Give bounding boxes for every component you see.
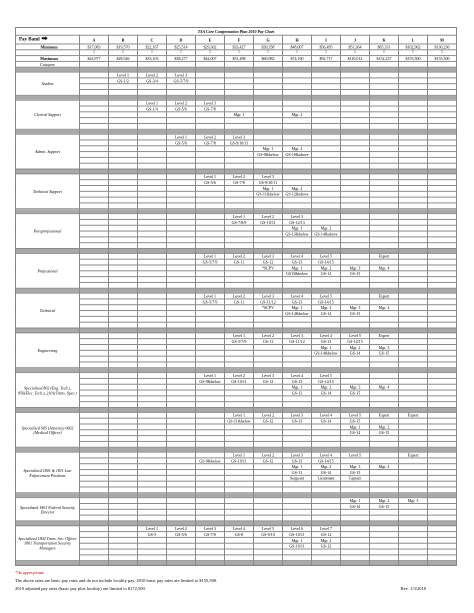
header-row bbox=[16, 35, 457, 44]
grade-cell: GS-14 bbox=[312, 470, 341, 476]
grade-cell: Mgr. 1 bbox=[283, 225, 312, 231]
grade-cell: Level 1 bbox=[196, 373, 225, 379]
grade-cell: GS-13 bbox=[283, 390, 312, 396]
grade-cell: Mgr. 2 bbox=[341, 344, 370, 350]
grade-cell: Level 4 bbox=[312, 452, 341, 458]
maximum-label: Maximum bbox=[16, 56, 80, 62]
column-header: C bbox=[138, 35, 167, 44]
grade-cell: GS-12 bbox=[254, 259, 283, 265]
maximum-value: $33,103 bbox=[138, 56, 167, 62]
section-category: Specialized 905 (Attorney) 0602 (Medical Officer) bbox=[16, 412, 80, 447]
grade-cell: GS-1/2 bbox=[109, 78, 138, 84]
minimum-value: $19,570 bbox=[109, 44, 138, 50]
grade-cell: Level 3 bbox=[283, 214, 312, 220]
separator-cell bbox=[196, 561, 225, 566]
separator-cell bbox=[109, 561, 138, 566]
grade-cell: Level 7 bbox=[312, 526, 341, 532]
grade-cell: *SCPV bbox=[254, 265, 283, 271]
grade-cell: GS-14 bbox=[312, 311, 341, 317]
grade-cell: GS-11&below bbox=[254, 191, 283, 197]
revision-date: Rev. 1/3/2010 bbox=[400, 586, 426, 591]
minimum-value: $22,167 bbox=[138, 44, 167, 50]
grade-cell: GS-14&above bbox=[312, 231, 341, 237]
grade-cell: GS-14/15 bbox=[312, 259, 341, 265]
grade-cell: Mgr. 2 bbox=[283, 186, 312, 192]
grade-cell: GS-12 bbox=[254, 378, 283, 384]
grade-cell: Level 3 bbox=[283, 452, 312, 458]
grade-cell: Mgr. 2 bbox=[283, 112, 312, 118]
separator-cell bbox=[254, 561, 283, 566]
grade-cell: Mgr. 3 bbox=[399, 498, 428, 504]
maximum-value: $155,500 bbox=[399, 56, 428, 62]
grade-cell: GS-13 bbox=[312, 339, 341, 345]
column-header: F bbox=[225, 35, 254, 44]
grade-cell: GS-7/8 bbox=[196, 140, 225, 146]
grade-cell: Level 2 bbox=[167, 100, 196, 106]
grade-cell: Level 2 bbox=[254, 452, 283, 458]
grade-cell: GS-12 bbox=[312, 543, 341, 549]
grade-cell: Mgr. 2 bbox=[312, 464, 341, 470]
grade-cell: Level 4 bbox=[283, 253, 312, 259]
pay-chart-table-wrap bbox=[15, 27, 457, 566]
grade-cell: Level 2 bbox=[225, 174, 254, 180]
footnote-as-appropriate: *As appropriate bbox=[15, 570, 45, 575]
grade-cell: GS-14/15 bbox=[312, 378, 341, 384]
grade-cell: Level 2 bbox=[225, 373, 254, 379]
grade-cell: Mgr. 1 bbox=[283, 537, 312, 543]
minimum-label: Minimum bbox=[16, 44, 80, 50]
grade-cell: Level 1 bbox=[109, 72, 138, 78]
grade-cell: GS-10&above bbox=[283, 152, 312, 158]
grade-cell: Mgr. 2 bbox=[283, 146, 312, 152]
grade-cell: Level 2 bbox=[196, 134, 225, 140]
column-header: M bbox=[428, 35, 457, 44]
grade-cell: Mgr. 4 bbox=[370, 464, 399, 470]
separator-cell bbox=[370, 561, 399, 566]
grade-cell: GS-12 bbox=[254, 418, 283, 424]
minimum-value: $102,962 bbox=[399, 44, 428, 50]
grade-cell: Mgr. 4 bbox=[370, 305, 399, 311]
title-row bbox=[16, 27, 457, 35]
grade-cell: Level 2 bbox=[138, 72, 167, 78]
grade-cell: GS-14/15 bbox=[312, 458, 341, 464]
grade-cell: Level 1 bbox=[138, 526, 167, 532]
pay-band-text: Pay Band bbox=[19, 37, 40, 43]
column-header: I bbox=[312, 35, 341, 44]
maximum-value: $74,190 bbox=[283, 56, 312, 62]
minimum-value: $48,007 bbox=[283, 44, 312, 50]
grade-cell: *SCPV bbox=[254, 305, 283, 311]
grade-cell: GS-13 bbox=[283, 299, 312, 305]
grade-cell: Level 4 bbox=[312, 412, 341, 418]
grade-cell: GS-11/12 bbox=[283, 339, 312, 345]
separator-cell bbox=[283, 561, 312, 566]
column-header: D bbox=[167, 35, 196, 44]
column-header: H bbox=[283, 35, 312, 44]
grade-cell: GS-15 bbox=[370, 430, 399, 436]
grade-cell: Mgr. 1 bbox=[341, 498, 370, 504]
grade-cell: Mgr. 1 bbox=[283, 464, 312, 470]
chart-title: TSA Core Compensation Plan 2010 Pay Chart bbox=[16, 27, 457, 35]
grade-cell: GS-10/11 bbox=[283, 543, 312, 549]
grade-cell: GS-11 bbox=[225, 299, 254, 305]
pay-chart-table bbox=[15, 27, 457, 566]
grade-cell: GS-5/7/9 bbox=[196, 259, 225, 265]
grade-cell: GS-14&below bbox=[283, 311, 312, 317]
section-category: Specialized 1801 Federal Security Director bbox=[16, 498, 80, 521]
column-header: A bbox=[80, 35, 109, 44]
grade-cell: GS-5/6 bbox=[167, 106, 196, 112]
grade-cell: GS-15 bbox=[341, 418, 370, 424]
grade-cell: Mgr. 4 bbox=[370, 384, 399, 390]
grade-cell: Mgr. 1 bbox=[225, 112, 254, 118]
grade-cell: Level 3 bbox=[254, 293, 283, 299]
down-arrow-icon: ↕ bbox=[399, 50, 428, 56]
grade-cell: Level 2 bbox=[167, 526, 196, 532]
grade-cell: Lieutenant bbox=[312, 475, 341, 481]
minimum-value: $25,514 bbox=[167, 44, 196, 50]
grade-cell: Level 5 bbox=[341, 452, 370, 458]
section-category: Student bbox=[16, 72, 80, 95]
maximum-value: $24,977 bbox=[80, 56, 109, 62]
section-category: Admin. Support bbox=[16, 134, 80, 169]
grade-cell: Level 3 bbox=[167, 72, 196, 78]
grade-cell: GS-10/11 bbox=[225, 378, 254, 384]
grade-cell: Level 1 bbox=[225, 214, 254, 220]
grade-cell: Level 3 bbox=[254, 253, 283, 259]
grade-cell: Mgr. 1 bbox=[283, 265, 312, 271]
grade-cell: GS-14 bbox=[312, 418, 341, 424]
grade-cell: Level 5 bbox=[312, 293, 341, 299]
grade-cell: GS-12/13 bbox=[283, 219, 312, 225]
grade-cell: GS-15 bbox=[341, 470, 370, 476]
down-arrow-icon: ↕ bbox=[225, 50, 254, 56]
grade-cell: Expert bbox=[399, 412, 428, 418]
grade-cell: GS-15 bbox=[370, 503, 399, 509]
grade-cell: Mgr. 1 bbox=[341, 424, 370, 430]
grade-cell: Expert bbox=[370, 293, 399, 299]
grade-cell: Mgr. 2 bbox=[312, 225, 341, 231]
grade-cell: GS-14/15 bbox=[341, 339, 370, 345]
down-arrow-icon: ↕ bbox=[167, 50, 196, 56]
grade-cell: GS-14 bbox=[341, 350, 370, 356]
grade-cell: Expert bbox=[370, 412, 399, 418]
down-arrow-icon: ↕ bbox=[254, 50, 283, 56]
separator-cell bbox=[80, 561, 109, 566]
grade-cell: Level 2 bbox=[254, 214, 283, 220]
grade-cell: GS-5/6 bbox=[196, 180, 225, 186]
grade-cell: Level 1 bbox=[167, 134, 196, 140]
minimum-value: $17,083 bbox=[80, 44, 109, 50]
section-category: Professional bbox=[16, 253, 80, 288]
grade-cell: Level 5 bbox=[254, 526, 283, 532]
grade-cell: Captain bbox=[341, 475, 370, 481]
grade-cell: Level 1 bbox=[196, 174, 225, 180]
maximum-value: $110,012 bbox=[341, 56, 370, 62]
grade-cell: GS-9&below bbox=[196, 378, 225, 384]
minimum-value: $33,427 bbox=[225, 44, 254, 50]
grade-cell: GS-14/15 bbox=[312, 299, 341, 305]
grade-cell: Mgr. 2 bbox=[370, 424, 399, 430]
grade-cell: GS-13 bbox=[283, 418, 312, 424]
grade-cell: GS13&below bbox=[283, 271, 312, 277]
section-category: Clerical Support bbox=[16, 100, 80, 129]
grade-cell: Level 1 bbox=[225, 412, 254, 418]
grade-cell: Level 2 bbox=[225, 293, 254, 299]
footnote-basic-pay: The above rates are basic pay rates and do not include locality pay. 2010 basic pay rates are limited to $155,500. bbox=[15, 578, 218, 583]
column-header: B bbox=[109, 35, 138, 44]
grade-cell: Mgr. 2 bbox=[312, 537, 341, 543]
grade-cell: GS-15 bbox=[341, 271, 370, 277]
grade-cell: Mgr. 3 bbox=[341, 265, 370, 271]
grade-cell: GS-15 bbox=[341, 311, 370, 317]
section-category: Paraprofessional bbox=[16, 214, 80, 249]
grade-cell: GS-3/4 bbox=[138, 78, 167, 84]
section-category: Technical bbox=[16, 293, 80, 328]
grade-cell: Level 5 bbox=[312, 253, 341, 259]
grade-cell: GS-13 bbox=[283, 458, 312, 464]
grade-cell: Level 3 bbox=[196, 100, 225, 106]
section-category: Specialized 802 (Eng. Tech.), 856(Elec. Tech.), 2101(Trans. Spec.) bbox=[16, 373, 80, 408]
section-category: Specialized 1802 Trans. Sec. Officer 1801 Transportation Security Managers bbox=[16, 526, 80, 561]
grade-cell: GS-5/7/9 bbox=[225, 339, 254, 345]
minimum-value: $29,302 bbox=[196, 44, 225, 50]
grade-cell: GS-5/6 bbox=[167, 532, 196, 538]
column-header: G bbox=[254, 35, 283, 44]
grade-cell: Level 2 bbox=[254, 412, 283, 418]
grade-cell: Mgr. 1 bbox=[283, 305, 312, 311]
grade-cell: GS-13 bbox=[283, 470, 312, 476]
grade-cell: Mgr. 1 bbox=[283, 384, 312, 390]
grade-cell: GS-7/8 bbox=[225, 180, 254, 186]
grade-cell: Level 4 bbox=[225, 526, 254, 532]
grade-cell: Mgr. 1 bbox=[254, 186, 283, 192]
grade-cell: GS-10/11 bbox=[254, 219, 283, 225]
down-arrow-icon: ↕ bbox=[196, 50, 225, 56]
section-category: Specialized 1801 & 1811 Law Enforcement Positions bbox=[16, 452, 80, 493]
grade-cell: GS-12 bbox=[254, 458, 283, 464]
grade-cell: Mgr. 1 bbox=[312, 344, 341, 350]
grade-cell: Level 1 bbox=[138, 100, 167, 106]
grade-cell: Mgr. 2 bbox=[370, 498, 399, 504]
maximum-value: $51,498 bbox=[225, 56, 254, 62]
grade-cell: Level 5 bbox=[341, 333, 370, 339]
grade-cell: Mgr. 1 bbox=[254, 146, 283, 152]
grade-cell: Level 3 bbox=[283, 412, 312, 418]
column-header: J bbox=[341, 35, 370, 44]
grade-cell: Level 3 bbox=[254, 174, 283, 180]
grade-cell: GS-8 bbox=[225, 532, 254, 538]
grade-cell: GS-11 bbox=[225, 259, 254, 265]
separator-cell bbox=[399, 561, 428, 566]
right-arrow-icon: ➡ bbox=[39, 35, 48, 43]
grade-cell: GS-11 bbox=[254, 339, 283, 345]
grade-cell: GS-7/8/9 bbox=[225, 219, 254, 225]
grade-cell: Level 1 bbox=[225, 452, 254, 458]
grade-cell: GS-9/10/11 bbox=[254, 180, 283, 186]
category-label: Category bbox=[16, 61, 80, 67]
grade-cell: GS-13 bbox=[283, 259, 312, 265]
grade-cell: Level 3 bbox=[196, 526, 225, 532]
down-arrow-icon: ↕ bbox=[312, 50, 341, 56]
maximum-value: $92,717 bbox=[312, 56, 341, 62]
column-header: E bbox=[196, 35, 225, 44]
grade-cell: Level 3 bbox=[283, 333, 312, 339]
grade-cell: GS-5 bbox=[138, 532, 167, 538]
grade-cell: Level 4 bbox=[283, 373, 312, 379]
down-arrow-icon: ↕ bbox=[428, 50, 457, 56]
grade-cell: GS-11&below bbox=[225, 418, 254, 424]
minimum-value: $65,331 bbox=[370, 44, 399, 50]
grade-cell: GS-9/10 bbox=[254, 532, 283, 538]
grade-cell: GS-5/7/9 bbox=[196, 299, 225, 305]
grade-cell: Mgr. 3 bbox=[370, 344, 399, 350]
minimum-value: $56,495 bbox=[312, 44, 341, 50]
grade-cell: GS-11/12 bbox=[254, 299, 283, 305]
grade-cell: Expert bbox=[370, 253, 399, 259]
grade-cell: GS-5/7/9 bbox=[167, 78, 196, 84]
grade-cell: GS-1/4 bbox=[138, 106, 167, 112]
separator-row bbox=[16, 561, 457, 566]
down-arrow-icon: ↕ bbox=[370, 50, 399, 56]
separator-cell bbox=[138, 561, 167, 566]
grade-cell: GS-9/10/11 bbox=[225, 140, 254, 146]
grade-cell: Level 2 bbox=[225, 253, 254, 259]
grade-cell: GS-12&above bbox=[283, 191, 312, 197]
minimum-value: $51,364 bbox=[341, 44, 370, 50]
grade-cell: Level 2 bbox=[254, 333, 283, 339]
maximum-value: $60,982 bbox=[254, 56, 283, 62]
grade-cell: Expert bbox=[370, 333, 399, 339]
maximum-value: $152,237 bbox=[370, 56, 399, 62]
grade-cell: Mgr. 4 bbox=[370, 265, 399, 271]
grade-cell: GS-10/11 bbox=[283, 532, 312, 538]
maximum-value: $155,500 bbox=[428, 56, 457, 62]
column-header: L bbox=[399, 35, 428, 44]
pay-band-label bbox=[16, 35, 80, 44]
grade-cell: Level 4 bbox=[283, 293, 312, 299]
maximum-value: $28,546 bbox=[109, 56, 138, 62]
grade-cell: GS-14 bbox=[312, 271, 341, 277]
down-arrow-icon: ↕ bbox=[341, 50, 370, 56]
grade-cell: Level 3 bbox=[225, 134, 254, 140]
grade-cell: Level 4 bbox=[312, 333, 341, 339]
grade-cell: Mgr. 2 bbox=[312, 384, 341, 390]
grade-cell: Mgr. 2 bbox=[312, 305, 341, 311]
down-arrow-icon: ↕ bbox=[138, 50, 167, 56]
grade-cell: GS-15 bbox=[370, 350, 399, 356]
grade-cell: GS-14&below bbox=[312, 350, 341, 356]
grade-cell: Mgr. 3 bbox=[341, 384, 370, 390]
grade-cell: Mgr. 3 bbox=[341, 305, 370, 311]
separator-cell bbox=[167, 561, 196, 566]
grade-cell: Mgr. 3 bbox=[341, 464, 370, 470]
grade-cell: GS-14 bbox=[341, 503, 370, 509]
grade-cell: GS-5/6 bbox=[167, 140, 196, 146]
maximum-value: $38,277 bbox=[167, 56, 196, 62]
separator-cell bbox=[428, 561, 457, 566]
separator-cell bbox=[225, 561, 254, 566]
grade-cell: Level 1 bbox=[196, 253, 225, 259]
column-header: K bbox=[370, 35, 399, 44]
down-arrow-icon: ↕ bbox=[80, 50, 109, 56]
grade-cell: Mgr. 2 bbox=[312, 265, 341, 271]
grade-cell: GS-12 bbox=[312, 532, 341, 538]
grade-cell: Sergeant bbox=[283, 475, 312, 481]
grade-cell: Level 5 bbox=[341, 412, 370, 418]
grade-cell: Level 3 bbox=[254, 373, 283, 379]
grade-cell: Expert bbox=[399, 452, 428, 458]
minimum-value: $39,358 bbox=[254, 44, 283, 50]
footnote-adjusted-pay: 2010 adjusted pay rates (basic pay plus locality) are limited to $172,500. bbox=[15, 586, 146, 591]
grade-cell: GS-14 bbox=[312, 390, 341, 396]
grade-cell: Level 1 bbox=[225, 333, 254, 339]
grade-cell: GS-7/8 bbox=[196, 106, 225, 112]
grade-cell: GS-9&below bbox=[196, 458, 225, 464]
section-category: Engineering bbox=[16, 333, 80, 368]
down-arrow-icon: ↕ bbox=[283, 50, 312, 56]
grade-cell: GS-10/11 bbox=[225, 458, 254, 464]
separator-cell bbox=[312, 561, 341, 566]
minimum-value: $130,236 bbox=[428, 44, 457, 50]
grade-cell: GS-7/8 bbox=[196, 532, 225, 538]
section-category: Technical Support bbox=[16, 174, 80, 209]
grade-cell: Level 5 bbox=[312, 373, 341, 379]
maximum-value: $44,007 bbox=[196, 56, 225, 62]
grade-cell: Level 1 bbox=[196, 293, 225, 299]
grade-cell: GS-14 bbox=[341, 430, 370, 436]
grade-cell: Level 6 bbox=[283, 526, 312, 532]
grade-cell: GS-13&below bbox=[283, 231, 312, 237]
grade-cell: GS-9&below bbox=[254, 152, 283, 158]
grade-cell: GS-15 bbox=[341, 390, 370, 396]
separator-cell bbox=[16, 561, 80, 566]
grade-cell: GS-13 bbox=[283, 378, 312, 384]
down-arrow-icon: ↕ bbox=[109, 50, 138, 56]
separator-cell bbox=[341, 561, 370, 566]
